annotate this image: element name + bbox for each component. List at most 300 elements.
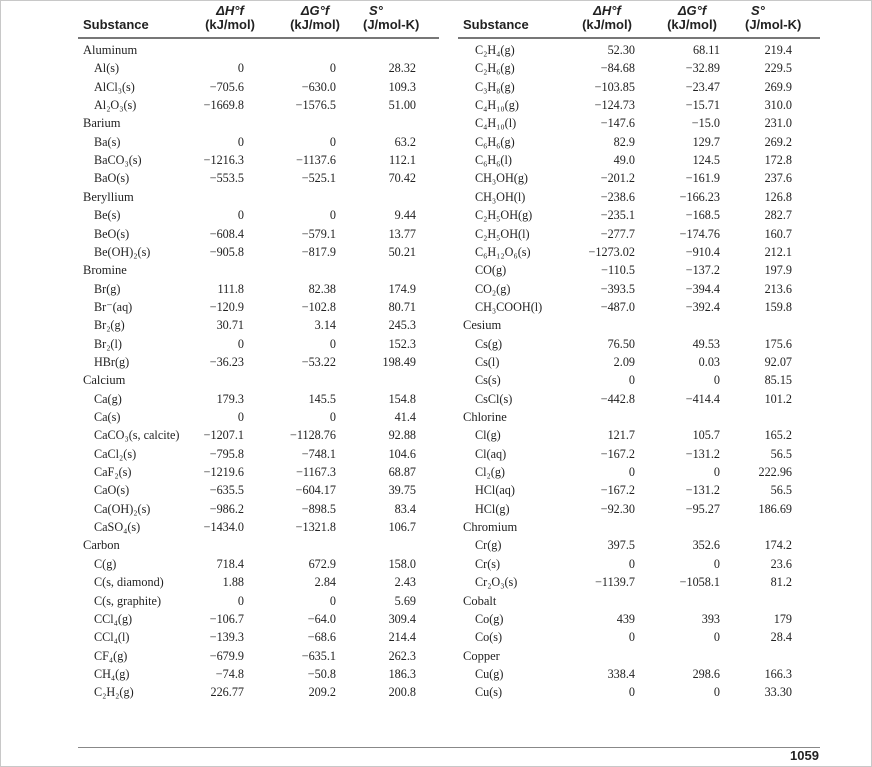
entropy-cell: 158.0 xyxy=(388,556,416,571)
entropy-cell: 222.96 xyxy=(758,465,792,480)
enthalpy-cell: −277.7 xyxy=(600,226,635,241)
enthalpy-cell: 2.09 xyxy=(613,354,635,369)
enthalpy-cell: −103.85 xyxy=(594,79,635,94)
table-row xyxy=(0,647,872,665)
header-enthalpy-left xyxy=(198,4,262,32)
entropy-cell: 56.5 xyxy=(770,446,792,461)
gibbs-cell: −15.0 xyxy=(691,116,720,131)
enthalpy-cell: 1.88 xyxy=(222,575,244,590)
table-row xyxy=(0,335,872,353)
gibbs-cell: −161.9 xyxy=(685,171,720,186)
gibbs-cell: −635.1 xyxy=(301,648,336,663)
substance-cell: Co(s) xyxy=(475,630,503,645)
table-row xyxy=(0,225,872,243)
table-row xyxy=(0,555,872,573)
header-entropy-symbol: S° xyxy=(751,3,765,18)
substance-cell: Cr(g) xyxy=(475,538,502,553)
group-heading: Cesium xyxy=(463,318,502,333)
enthalpy-cell: −110.5 xyxy=(601,263,635,278)
gibbs-cell: −604.17 xyxy=(295,483,336,498)
substance-cell: Cs(l) xyxy=(475,354,500,369)
substance-cell: Be(OH)₂(s) xyxy=(94,244,151,259)
enthalpy-cell: −92.30 xyxy=(600,501,635,516)
enthalpy-cell: −1219.6 xyxy=(203,465,244,480)
substance-cell: HCl(aq) xyxy=(475,483,515,498)
enthalpy-cell: 0 xyxy=(237,61,244,76)
enthalpy-cell: −1216.3 xyxy=(203,153,244,168)
gibbs-cell: −95.27 xyxy=(685,501,720,516)
table-row xyxy=(0,96,872,114)
gibbs-cell: 129.7 xyxy=(692,134,720,149)
entropy-cell: 174.2 xyxy=(764,538,792,553)
entropy-cell: 262.3 xyxy=(388,648,416,663)
substance-cell: C₂H₂(g) xyxy=(94,685,134,700)
entropy-cell: 213.6 xyxy=(764,281,792,296)
table-row xyxy=(0,151,872,169)
enthalpy-cell: −795.8 xyxy=(209,446,244,461)
entropy-cell: 186.69 xyxy=(758,501,792,516)
gibbs-cell: −15.71 xyxy=(685,98,720,113)
substance-cell: CF₄(g) xyxy=(94,648,128,663)
enthalpy-cell: −167.2 xyxy=(600,446,635,461)
gibbs-cell: −1137.6 xyxy=(296,153,336,168)
gibbs-cell: 124.5 xyxy=(692,153,720,168)
substance-cell: Cr₂O₃(s) xyxy=(475,575,518,590)
gibbs-cell: −630.0 xyxy=(301,79,336,94)
table-row xyxy=(0,59,872,77)
group-heading: Barium xyxy=(83,116,121,131)
substance-cell: CaO(s) xyxy=(94,483,130,498)
entropy-cell: 5.69 xyxy=(394,593,416,608)
entropy-cell: 109.3 xyxy=(388,79,416,94)
gibbs-cell: −1167.3 xyxy=(296,465,336,480)
table-row xyxy=(0,500,872,518)
enthalpy-cell: −167.2 xyxy=(600,483,635,498)
table-row xyxy=(0,481,872,499)
enthalpy-cell: 30.71 xyxy=(216,318,244,333)
entropy-cell: 229.5 xyxy=(764,61,792,76)
substance-cell: Cu(s) xyxy=(475,685,503,700)
table-row xyxy=(0,445,872,463)
gibbs-cell: −1058.1 xyxy=(679,575,720,590)
gibbs-cell: −1128.76 xyxy=(289,428,336,443)
entropy-cell: 237.6 xyxy=(764,171,792,186)
substance-cell: BaCO₃(s) xyxy=(94,153,142,168)
entropy-cell: 231.0 xyxy=(764,116,792,131)
entropy-cell: 9.44 xyxy=(394,208,416,223)
gibbs-cell: −1321.8 xyxy=(295,520,336,535)
enthalpy-cell: 338.4 xyxy=(607,666,635,681)
entropy-cell: 200.8 xyxy=(388,685,416,700)
entropy-cell: 23.6 xyxy=(770,556,792,571)
gibbs-cell: 68.11 xyxy=(693,43,720,57)
substance-cell: Cl₂(g) xyxy=(475,465,505,480)
gibbs-cell: −394.4 xyxy=(685,281,720,296)
entropy-cell: 197.9 xyxy=(764,263,792,278)
gibbs-cell: −748.1 xyxy=(301,446,336,461)
gibbs-cell: 0 xyxy=(329,593,336,608)
gibbs-cell: −102.8 xyxy=(301,299,336,314)
entropy-cell: 269.2 xyxy=(764,134,792,149)
group-heading: Calcium xyxy=(83,373,126,388)
enthalpy-cell: 226.77 xyxy=(210,685,244,700)
gibbs-cell: 0 xyxy=(713,685,720,700)
header-rule-right xyxy=(458,37,820,39)
entropy-cell: 154.8 xyxy=(388,391,416,406)
substance-cell: CaCO₃(s, calcite) xyxy=(94,428,180,443)
substance-cell: Cu(g) xyxy=(475,666,504,681)
table-row xyxy=(0,169,872,187)
entropy-cell: 282.7 xyxy=(764,208,792,223)
gibbs-cell: −53.22 xyxy=(301,354,336,369)
gibbs-cell: −68.6 xyxy=(307,630,336,645)
enthalpy-cell: −635.5 xyxy=(209,483,244,498)
header-gibbs-unit: (kJ/mol) xyxy=(667,17,717,32)
enthalpy-cell: 439 xyxy=(616,611,635,626)
substance-cell: C₃H₈(g) xyxy=(475,79,515,94)
substance-cell: C₂H₅OH(g) xyxy=(475,208,533,223)
table-row xyxy=(0,353,872,371)
enthalpy-cell: 0 xyxy=(237,593,244,608)
substance-cell: CH₃OH(g) xyxy=(475,171,528,186)
substance-cell: Br₂(l) xyxy=(94,336,122,351)
substance-cell: C₂H₅OH(l) xyxy=(475,226,530,241)
enthalpy-cell: −679.9 xyxy=(209,648,244,663)
enthalpy-cell: 0 xyxy=(628,630,635,645)
gibbs-cell: −166.23 xyxy=(679,189,720,204)
gibbs-cell: −50.8 xyxy=(307,666,336,681)
gibbs-cell: 672.9 xyxy=(308,556,336,571)
entropy-cell: 179 xyxy=(773,611,792,626)
entropy-cell: 50.21 xyxy=(388,244,416,259)
substance-cell: CCl₄(l) xyxy=(94,630,130,645)
header-enthalpy-unit: (kJ/mol) xyxy=(205,17,255,32)
enthalpy-cell: −139.3 xyxy=(209,630,244,645)
substance-cell: AlCl₃(s) xyxy=(94,79,135,94)
entropy-cell: 80.71 xyxy=(388,299,416,314)
group-heading: Aluminum xyxy=(83,43,138,57)
table-row xyxy=(0,518,872,536)
entropy-cell: 106.7 xyxy=(388,520,416,535)
table-row xyxy=(0,390,872,408)
entropy-cell: 56.5 xyxy=(770,483,792,498)
table-row xyxy=(0,408,872,426)
gibbs-cell: 0 xyxy=(713,556,720,571)
gibbs-cell: 209.2 xyxy=(308,685,336,700)
enthalpy-cell: −201.2 xyxy=(600,171,635,186)
table-row xyxy=(0,573,872,591)
enthalpy-cell: 49.0 xyxy=(613,153,635,168)
gibbs-cell: −64.0 xyxy=(307,611,336,626)
enthalpy-cell: −238.6 xyxy=(600,189,635,204)
footer-rule xyxy=(78,747,820,748)
header-enthalpy-unit: (kJ/mol) xyxy=(582,17,632,32)
table-row xyxy=(0,536,872,554)
entropy-cell: 92.07 xyxy=(764,354,792,369)
header-gibbs-unit: (kJ/mol) xyxy=(290,17,340,32)
entropy-cell: 33.30 xyxy=(764,685,792,700)
gibbs-cell: −23.47 xyxy=(685,79,720,94)
group-heading: Beryllium xyxy=(83,189,134,204)
enthalpy-cell: 0 xyxy=(237,134,244,149)
table-row xyxy=(0,78,872,96)
substance-cell: C(s, diamond) xyxy=(94,575,164,590)
substance-cell: Al(s) xyxy=(94,61,120,76)
entropy-cell: 212.1 xyxy=(764,244,792,259)
enthalpy-cell: 0 xyxy=(628,465,635,480)
table-row xyxy=(0,463,872,481)
entropy-cell: 160.7 xyxy=(764,226,792,241)
substance-cell: C₆H₆(l) xyxy=(475,153,512,168)
header-enthalpy-symbol: ΔH°f xyxy=(593,3,621,18)
entropy-cell: 126.8 xyxy=(764,189,792,204)
substance-cell: CaCl₂(s) xyxy=(94,446,137,461)
enthalpy-cell: −124.73 xyxy=(594,98,635,113)
substance-cell: CO₂(g) xyxy=(475,281,511,296)
enthalpy-cell: −553.5 xyxy=(209,171,244,186)
entropy-cell: 112.1 xyxy=(389,153,416,168)
entropy-cell: 104.6 xyxy=(388,446,416,461)
table-row xyxy=(0,683,872,701)
enthalpy-cell: 0 xyxy=(237,208,244,223)
entropy-cell: 198.49 xyxy=(382,354,416,369)
entropy-cell: 13.77 xyxy=(388,226,416,241)
enthalpy-cell: 718.4 xyxy=(216,556,244,571)
gibbs-cell: −910.4 xyxy=(685,244,720,259)
enthalpy-cell: −120.9 xyxy=(209,299,244,314)
gibbs-cell: 298.6 xyxy=(692,666,720,681)
table-row xyxy=(0,188,872,206)
enthalpy-cell: 0 xyxy=(628,556,635,571)
gibbs-cell: 82.38 xyxy=(308,281,336,296)
entropy-cell: 245.3 xyxy=(388,318,416,333)
entropy-cell: 51.00 xyxy=(388,98,416,113)
substance-cell: C₄H₁₀(l) xyxy=(475,116,517,131)
substance-cell: C(s, graphite) xyxy=(94,593,162,608)
entropy-cell: 28.4 xyxy=(770,630,792,645)
group-heading: Chromium xyxy=(463,520,518,535)
substance-cell: C₄H₁₀(g) xyxy=(475,98,519,113)
entropy-cell: 39.75 xyxy=(388,483,416,498)
substance-cell: Ca(s) xyxy=(94,410,121,424)
gibbs-cell: 0 xyxy=(329,336,336,351)
substance-cell: Be(s) xyxy=(94,208,121,223)
header-entropy-unit: (J/mol-K) xyxy=(745,17,802,32)
enthalpy-cell: 179.3 xyxy=(216,391,244,406)
page-number: 1059 xyxy=(790,748,819,763)
substance-cell: Ca(OH)₂(s) xyxy=(94,501,151,516)
entropy-cell: 166.3 xyxy=(764,666,792,681)
enthalpy-cell: 0 xyxy=(628,373,635,388)
gibbs-cell: −817.9 xyxy=(301,244,336,259)
header-gibbs-right xyxy=(660,4,724,32)
substance-cell: C(g) xyxy=(94,556,117,571)
enthalpy-cell: −986.2 xyxy=(209,501,244,516)
gibbs-cell: −168.5 xyxy=(685,208,720,223)
gibbs-cell: −898.5 xyxy=(301,501,336,516)
gibbs-cell: 3.14 xyxy=(314,318,336,333)
entropy-cell: 310.0 xyxy=(764,98,792,113)
gibbs-cell: 0.03 xyxy=(698,354,720,369)
enthalpy-cell: −393.5 xyxy=(600,281,635,296)
entropy-cell: 2.43 xyxy=(394,575,416,590)
group-heading: Cobalt xyxy=(463,593,497,608)
enthalpy-cell: −442.8 xyxy=(600,391,635,406)
enthalpy-cell: −74.8 xyxy=(215,666,244,681)
entropy-cell: 63.2 xyxy=(394,134,416,149)
enthalpy-cell: −147.6 xyxy=(600,116,635,131)
substance-cell: C₂H₆(g) xyxy=(475,61,515,76)
substance-cell: Cr(s) xyxy=(475,556,501,571)
entropy-cell: 68.87 xyxy=(388,465,416,480)
enthalpy-cell: −1139.7 xyxy=(595,575,635,590)
substance-cell: CO(g) xyxy=(475,263,507,278)
enthalpy-cell: −1207.1 xyxy=(203,428,244,443)
entropy-cell: 152.3 xyxy=(388,336,416,351)
entropy-cell: 186.3 xyxy=(388,666,416,681)
table-row xyxy=(0,592,872,610)
entropy-cell: 159.8 xyxy=(764,299,792,314)
table-row xyxy=(0,371,872,389)
entropy-cell: 309.4 xyxy=(388,611,416,626)
gibbs-cell: −579.1 xyxy=(301,226,336,241)
header-entropy-symbol: S° xyxy=(369,3,383,18)
enthalpy-cell: −106.7 xyxy=(209,611,244,626)
substance-cell: CaF₂(s) xyxy=(94,465,132,480)
entropy-cell: 174.9 xyxy=(388,281,416,296)
substance-cell: CaSO₄(s) xyxy=(94,520,141,535)
enthalpy-cell: −36.23 xyxy=(209,354,244,369)
table-row xyxy=(0,133,872,151)
enthalpy-cell: −705.6 xyxy=(209,79,244,94)
substance-cell: Cs(g) xyxy=(475,336,503,351)
header-entropy-right xyxy=(745,4,817,32)
gibbs-cell: 0 xyxy=(329,410,336,424)
gibbs-cell: 2.84 xyxy=(314,575,336,590)
gibbs-cell: 145.5 xyxy=(308,391,336,406)
substance-cell: Co(g) xyxy=(475,611,504,626)
substance-cell: C₆H₁₂O₆(s) xyxy=(475,244,531,259)
enthalpy-cell: 121.7 xyxy=(607,428,635,443)
table-row xyxy=(0,426,872,444)
table-row xyxy=(0,41,872,59)
entropy-cell: 81.2 xyxy=(770,575,792,590)
group-heading: Carbon xyxy=(83,538,120,553)
header-substance-left: Substance xyxy=(83,17,149,32)
header-gibbs-left xyxy=(283,4,347,32)
group-heading: Chlorine xyxy=(463,410,507,424)
gibbs-cell: 0 xyxy=(713,630,720,645)
entropy-cell: 85.15 xyxy=(764,373,792,388)
table-row xyxy=(0,628,872,646)
gibbs-cell: 49.53 xyxy=(692,336,720,351)
substance-cell: CH₃COOH(l) xyxy=(475,299,543,314)
enthalpy-cell: −487.0 xyxy=(600,299,635,314)
substance-cell: HBr(g) xyxy=(94,354,130,369)
entropy-cell: 83.4 xyxy=(394,501,416,516)
table-row xyxy=(0,610,872,628)
gibbs-cell: 0 xyxy=(329,208,336,223)
group-heading: Copper xyxy=(463,648,500,663)
header-gibbs-symbol: ΔG°f xyxy=(677,3,707,18)
enthalpy-cell: 52.30 xyxy=(607,43,635,57)
substance-cell: Al₂O₃(s) xyxy=(94,98,137,113)
table-row xyxy=(0,316,872,334)
gibbs-cell: −392.4 xyxy=(685,299,720,314)
table-row xyxy=(0,243,872,261)
enthalpy-cell: −84.68 xyxy=(600,61,635,76)
entropy-cell: 101.2 xyxy=(764,391,792,406)
enthalpy-cell: 76.50 xyxy=(607,336,635,351)
entropy-cell: 41.4 xyxy=(394,410,416,424)
header-enthalpy-right xyxy=(575,4,639,32)
enthalpy-cell: −905.8 xyxy=(209,244,244,259)
gibbs-cell: −525.1 xyxy=(301,171,336,186)
substance-cell: BaO(s) xyxy=(94,171,130,186)
substance-cell: Br(g) xyxy=(94,281,121,296)
entropy-cell: 219.4 xyxy=(764,43,792,57)
entropy-cell: 175.6 xyxy=(764,336,792,351)
gibbs-cell: 393 xyxy=(701,611,720,626)
enthalpy-cell: 111.8 xyxy=(217,281,244,296)
gibbs-cell: 0 xyxy=(329,61,336,76)
substance-cell: Cl(aq) xyxy=(475,446,507,461)
gibbs-cell: 0 xyxy=(329,134,336,149)
gibbs-cell: 0 xyxy=(713,465,720,480)
substance-cell: CH₄(g) xyxy=(94,666,130,681)
table-row xyxy=(0,298,872,316)
gibbs-cell: −174.76 xyxy=(679,226,720,241)
enthalpy-cell: 82.9 xyxy=(613,134,635,149)
substance-cell: CsCl(s) xyxy=(475,391,513,406)
gibbs-cell: 352.6 xyxy=(692,538,720,553)
gibbs-cell: −32.89 xyxy=(685,61,720,76)
enthalpy-cell: 0 xyxy=(628,685,635,700)
table-row xyxy=(0,206,872,224)
table-row xyxy=(0,280,872,298)
entropy-cell: 92.88 xyxy=(388,428,416,443)
header-gibbs-symbol: ΔG°f xyxy=(300,3,330,18)
enthalpy-cell: 0 xyxy=(237,336,244,351)
gibbs-cell: −131.2 xyxy=(685,483,720,498)
gibbs-cell: −414.4 xyxy=(685,391,720,406)
enthalpy-cell: −235.1 xyxy=(600,208,635,223)
gibbs-cell: −131.2 xyxy=(685,446,720,461)
gibbs-cell: −1576.5 xyxy=(295,98,336,113)
enthalpy-cell: −1669.8 xyxy=(203,98,244,113)
header-rule-left xyxy=(78,37,439,39)
substance-cell: BeO(s) xyxy=(94,226,130,241)
substance-cell: CH₃OH(l) xyxy=(475,189,526,204)
header-enthalpy-symbol: ΔH°f xyxy=(216,3,244,18)
enthalpy-cell: 397.5 xyxy=(607,538,635,553)
header-substance-right: Substance xyxy=(463,17,529,32)
entropy-cell: 269.9 xyxy=(764,79,792,94)
substance-cell: Ca(g) xyxy=(94,391,122,406)
table-row xyxy=(0,665,872,683)
gibbs-cell: −137.2 xyxy=(685,263,720,278)
substance-cell: CCl₄(g) xyxy=(94,611,133,626)
entropy-cell: 214.4 xyxy=(388,630,416,645)
entropy-cell: 172.8 xyxy=(764,153,792,168)
substance-cell: HCl(g) xyxy=(475,501,510,516)
table-row xyxy=(0,261,872,279)
enthalpy-cell: 0 xyxy=(237,410,244,424)
substance-cell: Br⁻(aq) xyxy=(94,299,133,314)
entropy-cell: 165.2 xyxy=(764,428,792,443)
substance-cell: C₆H₆(g) xyxy=(475,134,515,149)
substance-cell: Br₂(g) xyxy=(94,318,125,333)
